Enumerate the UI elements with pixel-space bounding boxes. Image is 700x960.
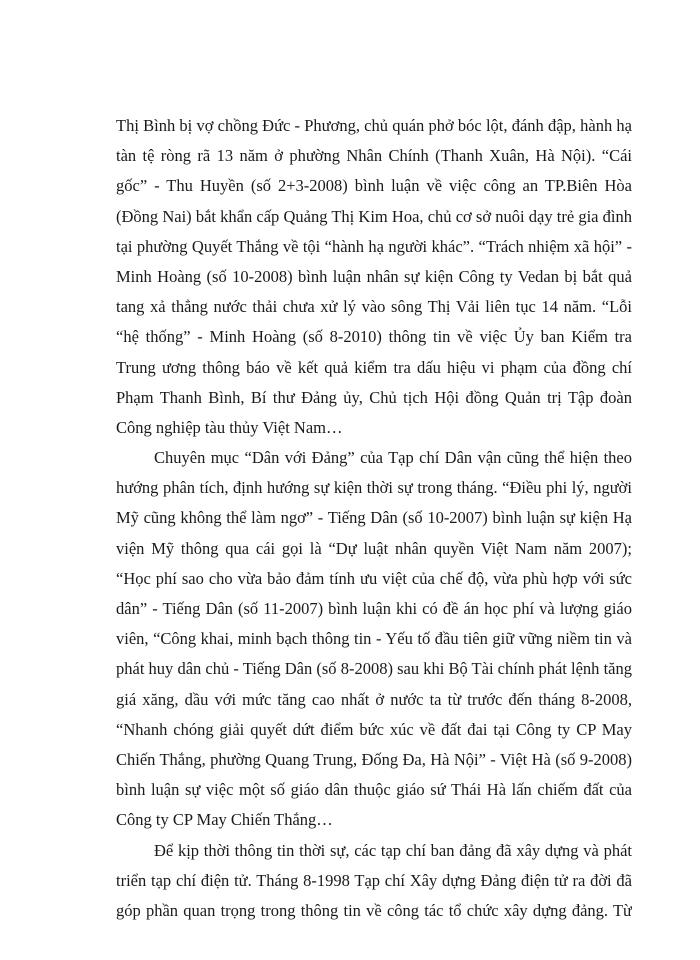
- text-line: Để kịp thời thông tin thời sự, các tạp chí ban đảng đã xây dựng và phát: [154, 840, 632, 860]
- text-line: Mỹ cũng không thể làm ngơ” - Tiếng Dân (số 10-2007) bình luận sự kiện Hạ: [116, 508, 632, 528]
- text-line: giá xăng, dầu với mức tăng cao nhất ở nước ta từ trước đến tháng 8-2008,: [116, 689, 632, 709]
- text-line: viên, “Công khai, minh bạch thông tin - Yếu tố đầu tiên giữ vững niềm tin và: [116, 629, 632, 649]
- text-line: dân” - Tiếng Dân (số 11-2007) bình luận khi có đề án học phí và lượng giáo: [116, 599, 632, 618]
- text-line: “Nhanh chóng giải quyết dứt điểm bức xúc về đất đai tại Công ty CP May: [116, 719, 632, 739]
- text-line: Công ty CP May Chiến Thắng…: [116, 810, 333, 830]
- text-line: hướng phân tích, định hướng sự kiện thời sự trong tháng. “Điều phi lý, người: [116, 478, 632, 498]
- text-line: “Học phí sao cho vừa bảo đảm tính ưu việt của chế độ, vừa phù hợp với sức: [116, 568, 632, 588]
- text-line: Phạm Thanh Bình, Bí thư Đảng ủy, Chủ tịch Hội đồng Quản trị Tập đoàn: [116, 387, 632, 407]
- text-line: “hệ thống” - Minh Hoàng (số 8-2010) thông tin về việc Ủy ban Kiểm tra: [116, 327, 632, 347]
- text-line: Chuyên mục “Dân với Đảng” của Tạp chí Dân vận cũng thể hiện theo: [154, 448, 632, 468]
- text-line: phát huy dân chủ - Tiếng Dân (số 8-2008) sau khi Bộ Tài chính phát lệnh tăng: [116, 659, 632, 679]
- text-line: Trung ương thông báo về kết quả kiểm tra dấu hiệu vi phạm của đồng chí: [116, 357, 632, 377]
- paragraph: [116, 111, 632, 443]
- text-line: gốc” - Thu Huyền (số 2+3-2008) bình luận về việc công an TP.Biên Hòa: [116, 176, 632, 196]
- text-line: tàn tệ ròng rã 13 năm ở phường Nhân Chính (Thanh Xuân, Hà Nội). “Cái: [116, 146, 632, 166]
- text-line: triển tạp chí điện tử. Tháng 8-1998 Tạp chí Xây dựng Đảng điện tử ra đời đã: [116, 870, 632, 890]
- text-line: Công nghiệp tàu thủy Việt Nam…: [116, 417, 343, 437]
- text-line: tại phường Quyết Thắng về tội “hành hạ người khác”. “Trách nhiệm xã hội” -: [116, 236, 632, 256]
- text-line: (Đồng Nai) bắt khẩn cấp Quảng Thị Kim Hoa, chủ cơ sở nuôi dạy trẻ gia đình: [116, 206, 632, 226]
- text-line: bình luận sự việc một số giáo dân thuộc giáo sứ Thái Hà lấn chiếm đất của: [116, 780, 632, 800]
- text-line: Thị Bình bị vợ chồng Đức - Phương, chủ quán phở bóc lột, đánh đập, hành hạ: [116, 116, 632, 135]
- body-text: [116, 111, 632, 926]
- text-line: Chiến Thắng, phường Quang Trung, Đống Đa, Hà Nội” - Việt Hà (số 9-2008): [116, 749, 632, 769]
- text-line: viện Mỹ thông qua cái gọi là “Dự luật nhân quyền Việt Nam năm 2007);: [116, 538, 632, 558]
- paragraph: [116, 836, 632, 927]
- text-line: Minh Hoàng (số 10-2008) bình luận nhân sự kiện Công ty Vedan bị bắt quả: [116, 266, 632, 286]
- paragraph: [116, 443, 632, 835]
- text-line: tang xả thẳng nước thải chưa xử lý vào sông Thị Vải liên tục 14 năm. “Lỗi: [116, 297, 632, 317]
- text-line: góp phần quan trọng trong thông tin về công tác tổ chức xây dựng đảng. Từ: [116, 900, 632, 920]
